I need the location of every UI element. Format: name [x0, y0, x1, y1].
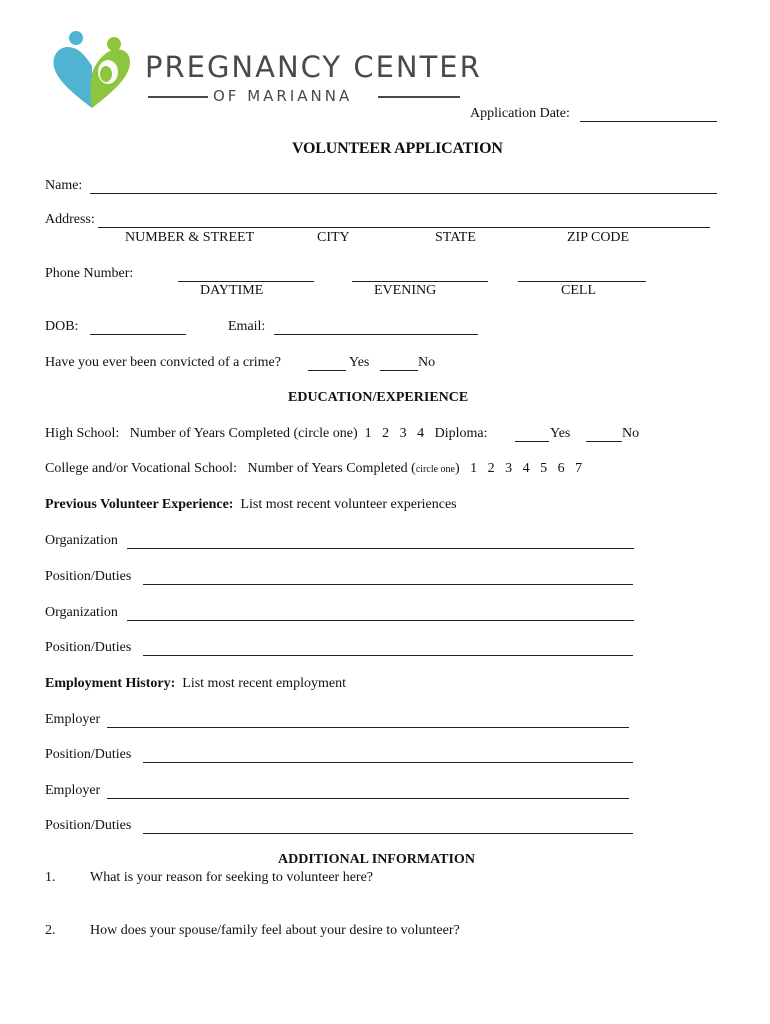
volunteer-row-label: Organization — [45, 605, 118, 620]
name-label: Name: — [45, 178, 83, 193]
phone-sub-daytime: DAYTIME — [200, 283, 264, 298]
question-text: How does your spouse/family feel about your desire to volunteer? — [90, 923, 460, 938]
address-label: Address: — [45, 212, 95, 227]
volunteer-organization-field[interactable] — [127, 548, 634, 549]
form-title: VOLUNTEER APPLICATION — [292, 140, 503, 157]
email-label: Email: — [228, 319, 266, 334]
additional-heading: ADDITIONAL INFORMATION — [278, 852, 475, 867]
volunteer-duties-field[interactable] — [143, 584, 633, 585]
crime-no-label: No — [418, 355, 436, 370]
address-sub-street: NUMBER & STREET — [125, 230, 255, 245]
volunteer-duties-field[interactable] — [143, 655, 633, 656]
diploma-no-field[interactable] — [586, 441, 622, 442]
volunteer-row-label: Organization — [45, 533, 118, 548]
diploma-no-label: No — [622, 426, 640, 441]
employment-subtitle: List most recent employment — [182, 676, 346, 691]
education-heading: EDUCATION/EXPERIENCE — [288, 390, 469, 405]
crime-yes-label: Yes — [349, 355, 370, 370]
employer-field[interactable] — [107, 727, 629, 728]
logo-subname: OF MARIANNA — [213, 87, 353, 105]
application-date-label: Application Date: — [470, 106, 570, 121]
volunteer-organization-field[interactable] — [127, 620, 634, 621]
crime-question: Have you ever been convicted of a crime? — [45, 355, 281, 370]
name-field[interactable] — [90, 193, 717, 194]
pregnancy-center-logo-icon — [48, 30, 138, 112]
employment-row-label: Employer — [45, 783, 101, 798]
employment-row-label: Position/Duties — [45, 818, 132, 833]
employment-heading-line — [45, 676, 346, 692]
address-sub-zip: ZIP CODE — [567, 230, 630, 245]
question-text: What is your reason for seeking to volunteer here? — [90, 870, 374, 885]
employment-duties-field[interactable] — [143, 762, 633, 763]
email-field[interactable] — [274, 334, 478, 335]
question-number: 2. — [45, 923, 56, 938]
logo-name: PREGNANCY CENTER — [145, 50, 482, 84]
dob-label: DOB: — [45, 319, 79, 334]
phone-sub-evening: EVENING — [374, 283, 437, 298]
crime-no-field[interactable] — [380, 370, 418, 371]
phone-cell-field[interactable] — [518, 281, 646, 282]
address-field[interactable] — [98, 227, 710, 228]
volunteer-subtitle: List most recent volunteer experiences — [240, 497, 457, 512]
employment-row-label: Employer — [45, 712, 101, 727]
college-text: College and/or Vocational School: Number of Years Completed ( — [45, 461, 416, 476]
logo-rule-right — [378, 96, 460, 98]
employment-row-label: Position/Duties — [45, 747, 132, 762]
college-years: ) 1 2 3 4 5 6 7 — [454, 461, 583, 476]
volunteer-row-label: Position/Duties — [45, 640, 132, 655]
application-date-field[interactable] — [580, 121, 717, 122]
volunteer-heading: Previous Volunteer Experience: — [45, 497, 234, 512]
address-sub-city: CITY — [317, 230, 350, 245]
phone-label: Phone Number: — [45, 266, 134, 281]
phone-evening-field[interactable] — [352, 281, 488, 282]
diploma-yes-field[interactable] — [515, 441, 549, 442]
dob-field[interactable] — [90, 334, 186, 335]
circle-one-note: circle one — [415, 464, 455, 475]
volunteer-row-label: Position/Duties — [45, 569, 132, 584]
volunteer-heading-line — [45, 497, 457, 513]
crime-yes-field[interactable] — [308, 370, 346, 371]
employment-duties-field[interactable] — [143, 833, 633, 834]
address-sub-state: STATE — [435, 230, 476, 245]
diploma-yes-label: Yes — [550, 426, 571, 441]
phone-daytime-field[interactable] — [178, 281, 314, 282]
phone-sub-cell: CELL — [561, 283, 596, 298]
question-number: 1. — [45, 870, 56, 885]
college-line — [45, 461, 582, 478]
high-school-text: High School: Number of Years Completed (circle one) 1 2 3 4 Diploma: — [45, 426, 488, 441]
employer-field[interactable] — [107, 798, 629, 799]
logo-rule-left — [148, 96, 208, 98]
employment-heading: Employment History: — [45, 676, 176, 691]
